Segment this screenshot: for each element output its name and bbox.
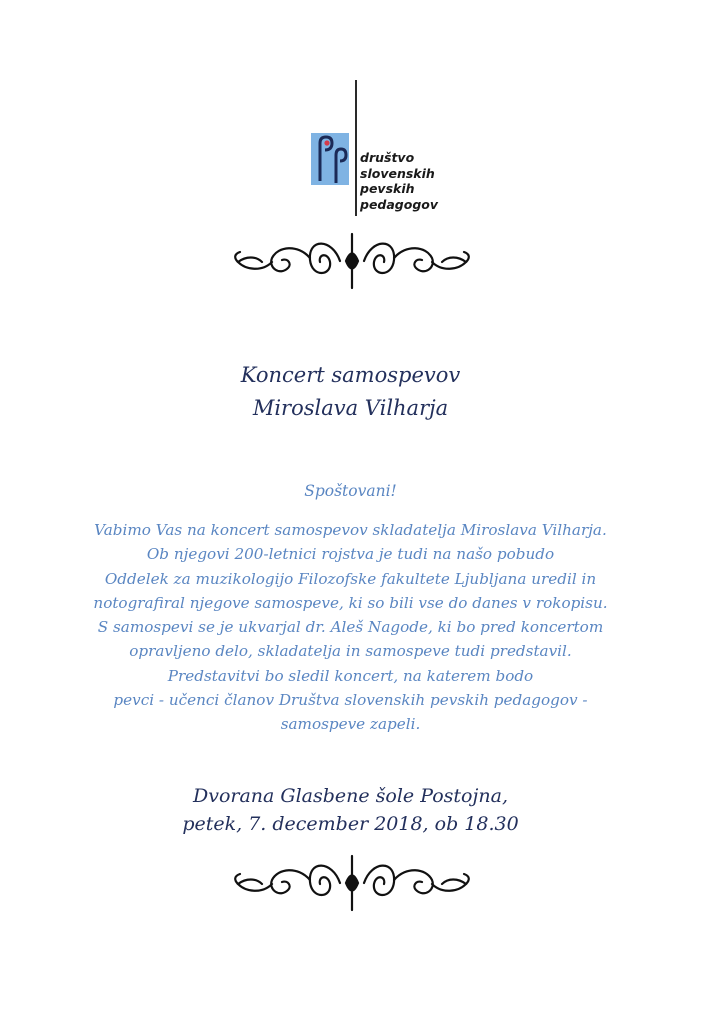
invitation-body	[40, 518, 661, 737]
logo-divider-line	[355, 80, 357, 216]
body-line: S samospevi se je ukvarjal dr. Aleš Nagode, ki bo pred koncertom	[97, 618, 604, 637]
logo-line: društvo	[360, 150, 415, 165]
society-logo-icon	[311, 133, 349, 185]
body-line: pevci - učenci članov Društva slovenskih pevskih pedagogov -	[113, 691, 588, 710]
society-logo-text	[360, 150, 438, 212]
venue-location: Dvorana Glasbene šole Postojna,	[192, 785, 508, 807]
body-line: notografiral njegove samospeve, ki so bili vse do danes v rokopisu.	[93, 593, 608, 612]
logo-line: slovenskih	[360, 165, 435, 181]
body-line: Vabimo Vas na koncert samospevov skladatelja Miroslava Vilharja.	[94, 521, 607, 539]
concert-title-line-2: Miroslava Vilharja	[252, 396, 449, 420]
concert-title-line-1: Koncert samospevov	[240, 363, 461, 387]
venue-date-time: petek, 7. december 2018, ob 18.30	[182, 813, 519, 835]
body-line: Ob njegovi 200-letnici rojstva je tudi na našo pobudo	[146, 545, 555, 564]
logo-line: pedagogov	[360, 196, 439, 212]
logo-line: pevskih	[360, 181, 415, 196]
body-line: Predstavitvi bo sledil koncert, na katerem bodo	[167, 666, 534, 685]
ornament-flourish-icon	[232, 228, 472, 294]
body-line: opravljeno delo, skladatelja in samospeve tudi predstavil.	[129, 642, 572, 661]
greeting: Spoštovani!	[304, 482, 397, 500]
body-line: samospeve zapeli.	[280, 715, 421, 734]
ornament-flourish-icon	[232, 850, 472, 916]
body-line: Oddelek za muzikologijo Filozofske fakultete Ljubljana uredil in	[104, 569, 597, 588]
